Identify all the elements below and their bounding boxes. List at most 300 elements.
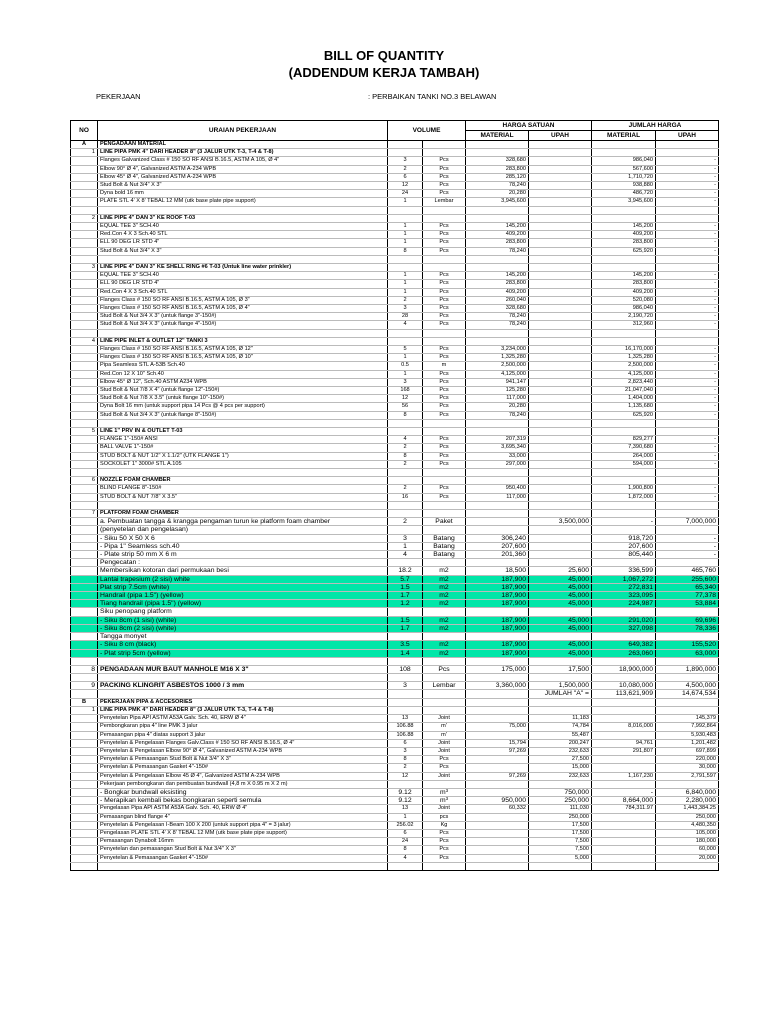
cell-jumlah-material <box>592 674 656 682</box>
header-no: NO <box>71 121 98 141</box>
cell-harga-material: 306,240 <box>466 534 529 542</box>
cell-jumlah-upah: - <box>656 378 719 386</box>
table-row <box>71 141 719 149</box>
cell-satuan: Kg <box>423 821 466 829</box>
cell-satuan: Pcs <box>423 321 466 329</box>
cell-uraian: ELL 90 DEG LR STD 4" <box>98 239 388 247</box>
cell-uraian: - Plate strip 50 mm X 6 m <box>98 551 388 559</box>
cell-no <box>71 362 98 370</box>
cell-harga-material <box>466 780 529 788</box>
cell-jumlah-material <box>592 715 656 723</box>
cell-uraian: Stud Bolt & Nut 3/4" X 3" <box>98 247 388 255</box>
cell-satuan: Pcs <box>423 272 466 280</box>
cell-jumlah-material: 16,170,000 <box>592 346 656 354</box>
table-row <box>71 182 719 190</box>
table-row <box>71 715 719 723</box>
cell-no <box>71 764 98 772</box>
cell-jumlah-upah: - <box>656 296 719 304</box>
cell-volume <box>388 428 423 436</box>
cell-no <box>71 444 98 452</box>
cell-jumlah-material: 986,040 <box>592 157 656 165</box>
cell-harga-upah: 27,500 <box>529 756 592 764</box>
cell-jumlah-upah: 65,340 <box>656 583 719 591</box>
blank-row <box>71 206 719 214</box>
cell-jumlah-material: 8,664,000 <box>592 797 656 805</box>
cell-no <box>71 239 98 247</box>
cell-jumlah-upah: - <box>656 395 719 403</box>
cell-jumlah-upah: - <box>656 452 719 460</box>
cell-no <box>71 797 98 805</box>
table-row <box>71 706 719 714</box>
table-row <box>71 444 719 452</box>
cell-jumlah-material: 784,311.97 <box>592 805 656 813</box>
cell-no <box>71 469 98 477</box>
cell-no <box>71 542 98 550</box>
cell-harga-material: 409,200 <box>466 231 529 239</box>
cell-no <box>71 747 98 755</box>
cell-volume: 13 <box>388 715 423 723</box>
cell-satuan: Pcs <box>423 665 466 673</box>
cell-uraian: PACKING KLINGRIT ASBESTOS 1000 / 3 mm <box>98 682 388 690</box>
table-row <box>71 214 719 222</box>
table-row <box>71 723 719 731</box>
table-row <box>71 190 719 198</box>
cell-jumlah-material: 224,987 <box>592 600 656 608</box>
cell-volume: 2 <box>388 518 423 526</box>
cell-harga-material: 187,900 <box>466 575 529 583</box>
table-row <box>71 477 719 485</box>
cell-satuan: m <box>423 362 466 370</box>
header-uraian: URAIAN PEKERJAAN <box>98 121 388 141</box>
blank-row <box>71 657 719 665</box>
cell-jumlah-material: 145,200 <box>592 223 656 231</box>
cell-satuan: Pcs <box>423 182 466 190</box>
cell-no <box>71 674 98 682</box>
cell-harga-material <box>466 674 529 682</box>
cell-uraian: Tangga monyet <box>98 633 388 641</box>
cell-harga-material: 207,600 <box>466 542 529 550</box>
cell-satuan: Lembar <box>423 682 466 690</box>
cell-no <box>71 551 98 559</box>
cell-jumlah-upah: - <box>656 288 719 296</box>
cell-jumlah-upah <box>656 329 719 337</box>
cell-jumlah-material: 1,167,230 <box>592 772 656 780</box>
cell-no <box>71 206 98 214</box>
table-row <box>71 173 719 181</box>
cell-jumlah-material: 18,900,000 <box>592 665 656 673</box>
cell-jumlah-material <box>592 706 656 714</box>
cell-satuan <box>423 501 466 509</box>
cell-no <box>71 157 98 165</box>
cell-uraian: Flanges Galvanized Class # 150 SO RF ANSI B.16.5, ASTM A 105, Ø 4" <box>98 157 388 165</box>
table-row <box>71 542 719 550</box>
cell-harga-upah <box>529 255 592 263</box>
cell-volume: 2 <box>388 764 423 772</box>
cell-satuan: Paket <box>423 518 466 526</box>
cell-uraian <box>98 255 388 263</box>
cell-harga-upah <box>529 526 592 534</box>
cell-volume: 24 <box>388 838 423 846</box>
cell-jumlah-upah: - <box>656 182 719 190</box>
cell-satuan <box>423 214 466 222</box>
cell-harga-upah <box>529 559 592 567</box>
cell-jumlah-material <box>592 846 656 854</box>
cell-uraian: NOZZLE FOAM CHAMBER <box>98 477 388 485</box>
cell-satuan: Pcs <box>423 452 466 460</box>
cell-jumlah-material <box>592 149 656 157</box>
table-row <box>71 690 719 698</box>
cell-uraian: Pemasangan pipa 4" diatas support 3 jalur <box>98 731 388 739</box>
cell-satuan <box>423 608 466 616</box>
table-row <box>71 321 719 329</box>
cell-jumlah-material <box>592 337 656 345</box>
cell-satuan: Batang <box>423 542 466 550</box>
cell-uraian <box>98 657 388 665</box>
header-harga-satuan: HARGA SATUAN <box>466 121 592 131</box>
cell-satuan: Pcs <box>423 764 466 772</box>
table-row <box>71 387 719 395</box>
table-row <box>71 354 719 362</box>
cell-jumlah-material: 486,720 <box>592 190 656 198</box>
cell-no <box>71 838 98 846</box>
cell-jumlah-upah <box>656 501 719 509</box>
cell-volume: 6 <box>388 829 423 837</box>
cell-uraian: LINE PIPE 4" DAN 3" KE SHELL RING #6 T-03 (Untuk line water prinkler) <box>98 264 388 272</box>
cell-uraian: Red.Con 12 X 10" Sch.40 <box>98 370 388 378</box>
cell-harga-upah <box>529 247 592 255</box>
boq-table <box>70 120 719 871</box>
cell-jumlah-upah <box>656 255 719 263</box>
cell-uraian: EQUAL TEE 3" SCH.40 <box>98 272 388 280</box>
cell-uraian: - Siku 50 X 50 X 6 <box>98 534 388 542</box>
cell-jumlah-upah: - <box>656 239 719 247</box>
cell-jumlah-upah: 1,443,384.25 <box>656 805 719 813</box>
cell-no <box>71 460 98 468</box>
cell-no: 7 <box>71 510 98 518</box>
cell-jumlah-material: 1,710,720 <box>592 173 656 181</box>
cell-harga-upah: 11,183 <box>529 715 592 723</box>
cell-harga-material: 201,360 <box>466 551 529 559</box>
blank-row <box>71 674 719 682</box>
cell-jumlah-material: 625,920 <box>592 247 656 255</box>
cell-volume: 5 <box>388 346 423 354</box>
cell-jumlah-material <box>592 206 656 214</box>
cell-harga-material: 409,200 <box>466 288 529 296</box>
cell-volume <box>388 469 423 477</box>
cell-satuan <box>423 698 466 706</box>
cell-no <box>71 452 98 460</box>
cell-harga-material: 207,319 <box>466 436 529 444</box>
cell-jumlah-upah: 255,600 <box>656 575 719 583</box>
cell-no <box>71 272 98 280</box>
cell-satuan: m' <box>423 731 466 739</box>
cell-no <box>71 419 98 427</box>
cell-uraian: Elbow 45° Ø 12", Sch.40 ASTM A234 WPB <box>98 378 388 386</box>
cell-jumlah-material: 264,000 <box>592 452 656 460</box>
cell-harga-upah <box>529 403 592 411</box>
cell-volume: 1 <box>388 370 423 378</box>
cell-volume: 8 <box>388 411 423 419</box>
cell-volume: 2 <box>388 444 423 452</box>
cell-no <box>71 756 98 764</box>
cell-satuan: Pcs <box>423 829 466 837</box>
table-row <box>71 772 719 780</box>
cell-jumlah-upah: 220,000 <box>656 756 719 764</box>
cell-harga-upah <box>529 534 592 542</box>
cell-satuan: Pcs <box>423 354 466 362</box>
table-row <box>71 567 719 575</box>
cell-harga-upah: 17,500 <box>529 829 592 837</box>
cell-harga-material: 117,000 <box>466 395 529 403</box>
cell-no <box>71 305 98 313</box>
cell-harga-upah: 55,487 <box>529 731 592 739</box>
cell-harga-upah <box>529 674 592 682</box>
cell-jumlah-upah: - <box>656 485 719 493</box>
cell-no: A <box>71 141 98 149</box>
cell-volume: 1.5 <box>388 616 423 624</box>
cell-satuan: pcs <box>423 813 466 821</box>
cell-uraian: Red.Con 4 X 3 Sch.40 STL <box>98 288 388 296</box>
cell-satuan <box>423 337 466 345</box>
cell-harga-material: 187,900 <box>466 641 529 649</box>
cell-satuan: m³ <box>423 797 466 805</box>
cell-no <box>71 255 98 263</box>
table-row <box>71 346 719 354</box>
cell-satuan: m2 <box>423 567 466 575</box>
cell-jumlah-upah: - <box>656 362 719 370</box>
cell-harga-upah <box>529 633 592 641</box>
cell-no <box>71 354 98 362</box>
cell-jumlah-upah: - <box>656 387 719 395</box>
cell-jumlah-upah: 20,000 <box>656 854 719 862</box>
cell-satuan <box>423 255 466 263</box>
cell-volume: 3 <box>388 305 423 313</box>
cell-volume: 1 <box>388 354 423 362</box>
cell-uraian: Red.Con 4 X 3 Sch.40 STL <box>98 231 388 239</box>
cell-harga-material: 3,945,600 <box>466 198 529 206</box>
cell-satuan: Pcs <box>423 296 466 304</box>
cell-satuan: Pcs <box>423 756 466 764</box>
cell-harga-upah <box>529 239 592 247</box>
cell-no <box>71 567 98 575</box>
cell-no: 5 <box>71 428 98 436</box>
cell-volume <box>388 329 423 337</box>
cell-harga-material <box>466 633 529 641</box>
cell-harga-upah <box>529 395 592 403</box>
cell-jumlah-upah: 155,520 <box>656 641 719 649</box>
cell-jumlah-material: 263,060 <box>592 649 656 657</box>
cell-satuan: Joint <box>423 805 466 813</box>
cell-harga-material: 950,000 <box>466 797 529 805</box>
blank-row <box>71 469 719 477</box>
cell-uraian: PENGADAAN MUR BAUT MANHOLE M16 X 3" <box>98 665 388 673</box>
cell-harga-material <box>466 756 529 764</box>
table-row <box>71 510 719 518</box>
cell-jumlah-material: 649,382 <box>592 641 656 649</box>
cell-no <box>71 739 98 747</box>
cell-volume: 3 <box>388 378 423 386</box>
cell-harga-material: 4,125,000 <box>466 370 529 378</box>
cell-jumlah-material <box>592 477 656 485</box>
table-row <box>71 403 719 411</box>
cell-volume: 1.7 <box>388 592 423 600</box>
cell-no <box>71 518 98 526</box>
header-jumlah-harga: JUMLAH HARGA <box>592 121 719 131</box>
cell-uraian: ELL 90 DEG LR STD 4" <box>98 280 388 288</box>
cell-uraian: - Pipa 1" Seamless sch.40 <box>98 542 388 550</box>
cell-uraian: PENGADAAN MATERIAL <box>98 141 388 149</box>
cell-jumlah-upah <box>656 706 719 714</box>
cell-volume: 24 <box>388 190 423 198</box>
table-row <box>71 780 719 788</box>
cell-harga-material <box>466 788 529 796</box>
cell-jumlah-material <box>592 510 656 518</box>
cell-harga-upah <box>529 182 592 190</box>
cell-no <box>71 501 98 509</box>
cell-uraian: PEKERJAAN PIPA & ACCESORIES <box>98 698 388 706</box>
cell-jumlah-upah <box>656 510 719 518</box>
cell-jumlah-upah: 250,000 <box>656 813 719 821</box>
table-row <box>71 551 719 559</box>
cell-jumlah-upah <box>656 608 719 616</box>
cell-no <box>71 346 98 354</box>
cell-jumlah-material: 113,621,909 <box>592 690 656 698</box>
cell-jumlah-material: 312,960 <box>592 321 656 329</box>
cell-harga-material <box>466 469 529 477</box>
cell-harga-upah <box>529 288 592 296</box>
cell-harga-material: 145,200 <box>466 223 529 231</box>
cell-harga-upah: 250,000 <box>529 797 592 805</box>
cell-no <box>71 493 98 501</box>
table-row <box>71 280 719 288</box>
cell-harga-material: 187,900 <box>466 592 529 600</box>
blank-row <box>71 419 719 427</box>
cell-no <box>71 247 98 255</box>
cell-satuan: Pcs <box>423 387 466 395</box>
cell-uraian <box>98 469 388 477</box>
cell-no <box>71 862 98 870</box>
table-row <box>71 452 719 460</box>
table-row <box>71 641 719 649</box>
blank-row <box>71 255 719 263</box>
cell-jumlah-material: 1,067,272 <box>592 575 656 583</box>
cell-harga-upah <box>529 387 592 395</box>
table-row <box>71 223 719 231</box>
cell-jumlah-material: 21,047,040 <box>592 387 656 395</box>
cell-no <box>71 165 98 173</box>
cell-uraian: Dyna Bolt 16 mm (untuk support pipa 14 Pcs @ 4 pcs per support) <box>98 403 388 411</box>
cell-harga-material: 941,147 <box>466 378 529 386</box>
table-row <box>71 575 719 583</box>
cell-harga-upah <box>529 698 592 706</box>
cell-harga-upah <box>529 493 592 501</box>
cell-harga-material <box>466 141 529 149</box>
cell-harga-material <box>466 715 529 723</box>
cell-jumlah-material: 2,823,440 <box>592 378 656 386</box>
cell-harga-upah <box>529 223 592 231</box>
cell-jumlah-upah: - <box>656 313 719 321</box>
cell-jumlah-material <box>592 264 656 272</box>
cell-harga-material: 3,234,000 <box>466 346 529 354</box>
cell-jumlah-upah <box>656 674 719 682</box>
cell-volume: 2 <box>388 460 423 468</box>
cell-uraian: LINE PIPA PMK 4" DARI HEADER 8" (3 JALUR UTK T-3, T-4 & T-8) <box>98 706 388 714</box>
cell-harga-material <box>466 838 529 846</box>
cell-uraian: Stud Bolt & Nut 7/8 X 3.5" (untuk flange 10"-150#) <box>98 395 388 403</box>
cell-volume <box>388 862 423 870</box>
cell-jumlah-upah: 180,000 <box>656 838 719 846</box>
cell-no <box>71 321 98 329</box>
cell-harga-material: 187,900 <box>466 616 529 624</box>
cell-harga-upah <box>529 780 592 788</box>
header-harga-material: MATERIAL <box>466 131 529 141</box>
cell-uraian: Stud Bolt & Nut 3/4 X 3" (untuk flange 4"-150#) <box>98 321 388 329</box>
table-row <box>71 296 719 304</box>
cell-volume <box>388 206 423 214</box>
cell-no <box>71 403 98 411</box>
cell-jumlah-upah <box>656 149 719 157</box>
cell-harga-upah <box>529 354 592 362</box>
cell-volume: 8 <box>388 846 423 854</box>
cell-volume <box>388 780 423 788</box>
cell-satuan <box>423 329 466 337</box>
cell-satuan: Pcs <box>423 436 466 444</box>
table-row <box>71 739 719 747</box>
cell-harga-material: 950,400 <box>466 485 529 493</box>
cell-uraian <box>98 674 388 682</box>
cell-jumlah-material <box>592 821 656 829</box>
cell-volume <box>388 255 423 263</box>
cell-harga-material: 1,325,280 <box>466 354 529 362</box>
cell-satuan: m' <box>423 723 466 731</box>
cell-jumlah-material <box>592 633 656 641</box>
cell-satuan: Pcs <box>423 854 466 862</box>
cell-uraian <box>98 419 388 427</box>
cell-jumlah-material: - <box>592 788 656 796</box>
cell-volume: 5.7 <box>388 575 423 583</box>
cell-volume: 9.12 <box>388 788 423 796</box>
cell-volume <box>388 149 423 157</box>
cell-jumlah-material: 291,020 <box>592 616 656 624</box>
cell-jumlah-material <box>592 657 656 665</box>
cell-no <box>71 829 98 837</box>
cell-jumlah-material <box>592 862 656 870</box>
cell-satuan: Pcs <box>423 157 466 165</box>
cell-jumlah-upah: - <box>656 272 719 280</box>
cell-jumlah-upah: - <box>656 354 719 362</box>
table-row <box>71 813 719 821</box>
cell-uraian: Lantai trapesium (2 sisi) white <box>98 575 388 583</box>
cell-harga-material: 283,800 <box>466 165 529 173</box>
table-row <box>71 518 719 526</box>
table-row <box>71 600 719 608</box>
cell-volume: 1 <box>388 198 423 206</box>
cell-volume: 6 <box>388 739 423 747</box>
cell-satuan <box>423 510 466 518</box>
pekerjaan-label: PEKERJAAN <box>96 92 141 101</box>
table-row <box>71 485 719 493</box>
cell-harga-material: 328,680 <box>466 305 529 313</box>
table-row <box>71 231 719 239</box>
cell-no: 3 <box>71 264 98 272</box>
cell-no: B <box>71 698 98 706</box>
cell-harga-material: 97,269 <box>466 747 529 755</box>
cell-satuan: Batang <box>423 551 466 559</box>
cell-no <box>71 436 98 444</box>
cell-harga-material <box>466 526 529 534</box>
cell-jumlah-upah <box>656 206 719 214</box>
cell-harga-upah <box>529 551 592 559</box>
